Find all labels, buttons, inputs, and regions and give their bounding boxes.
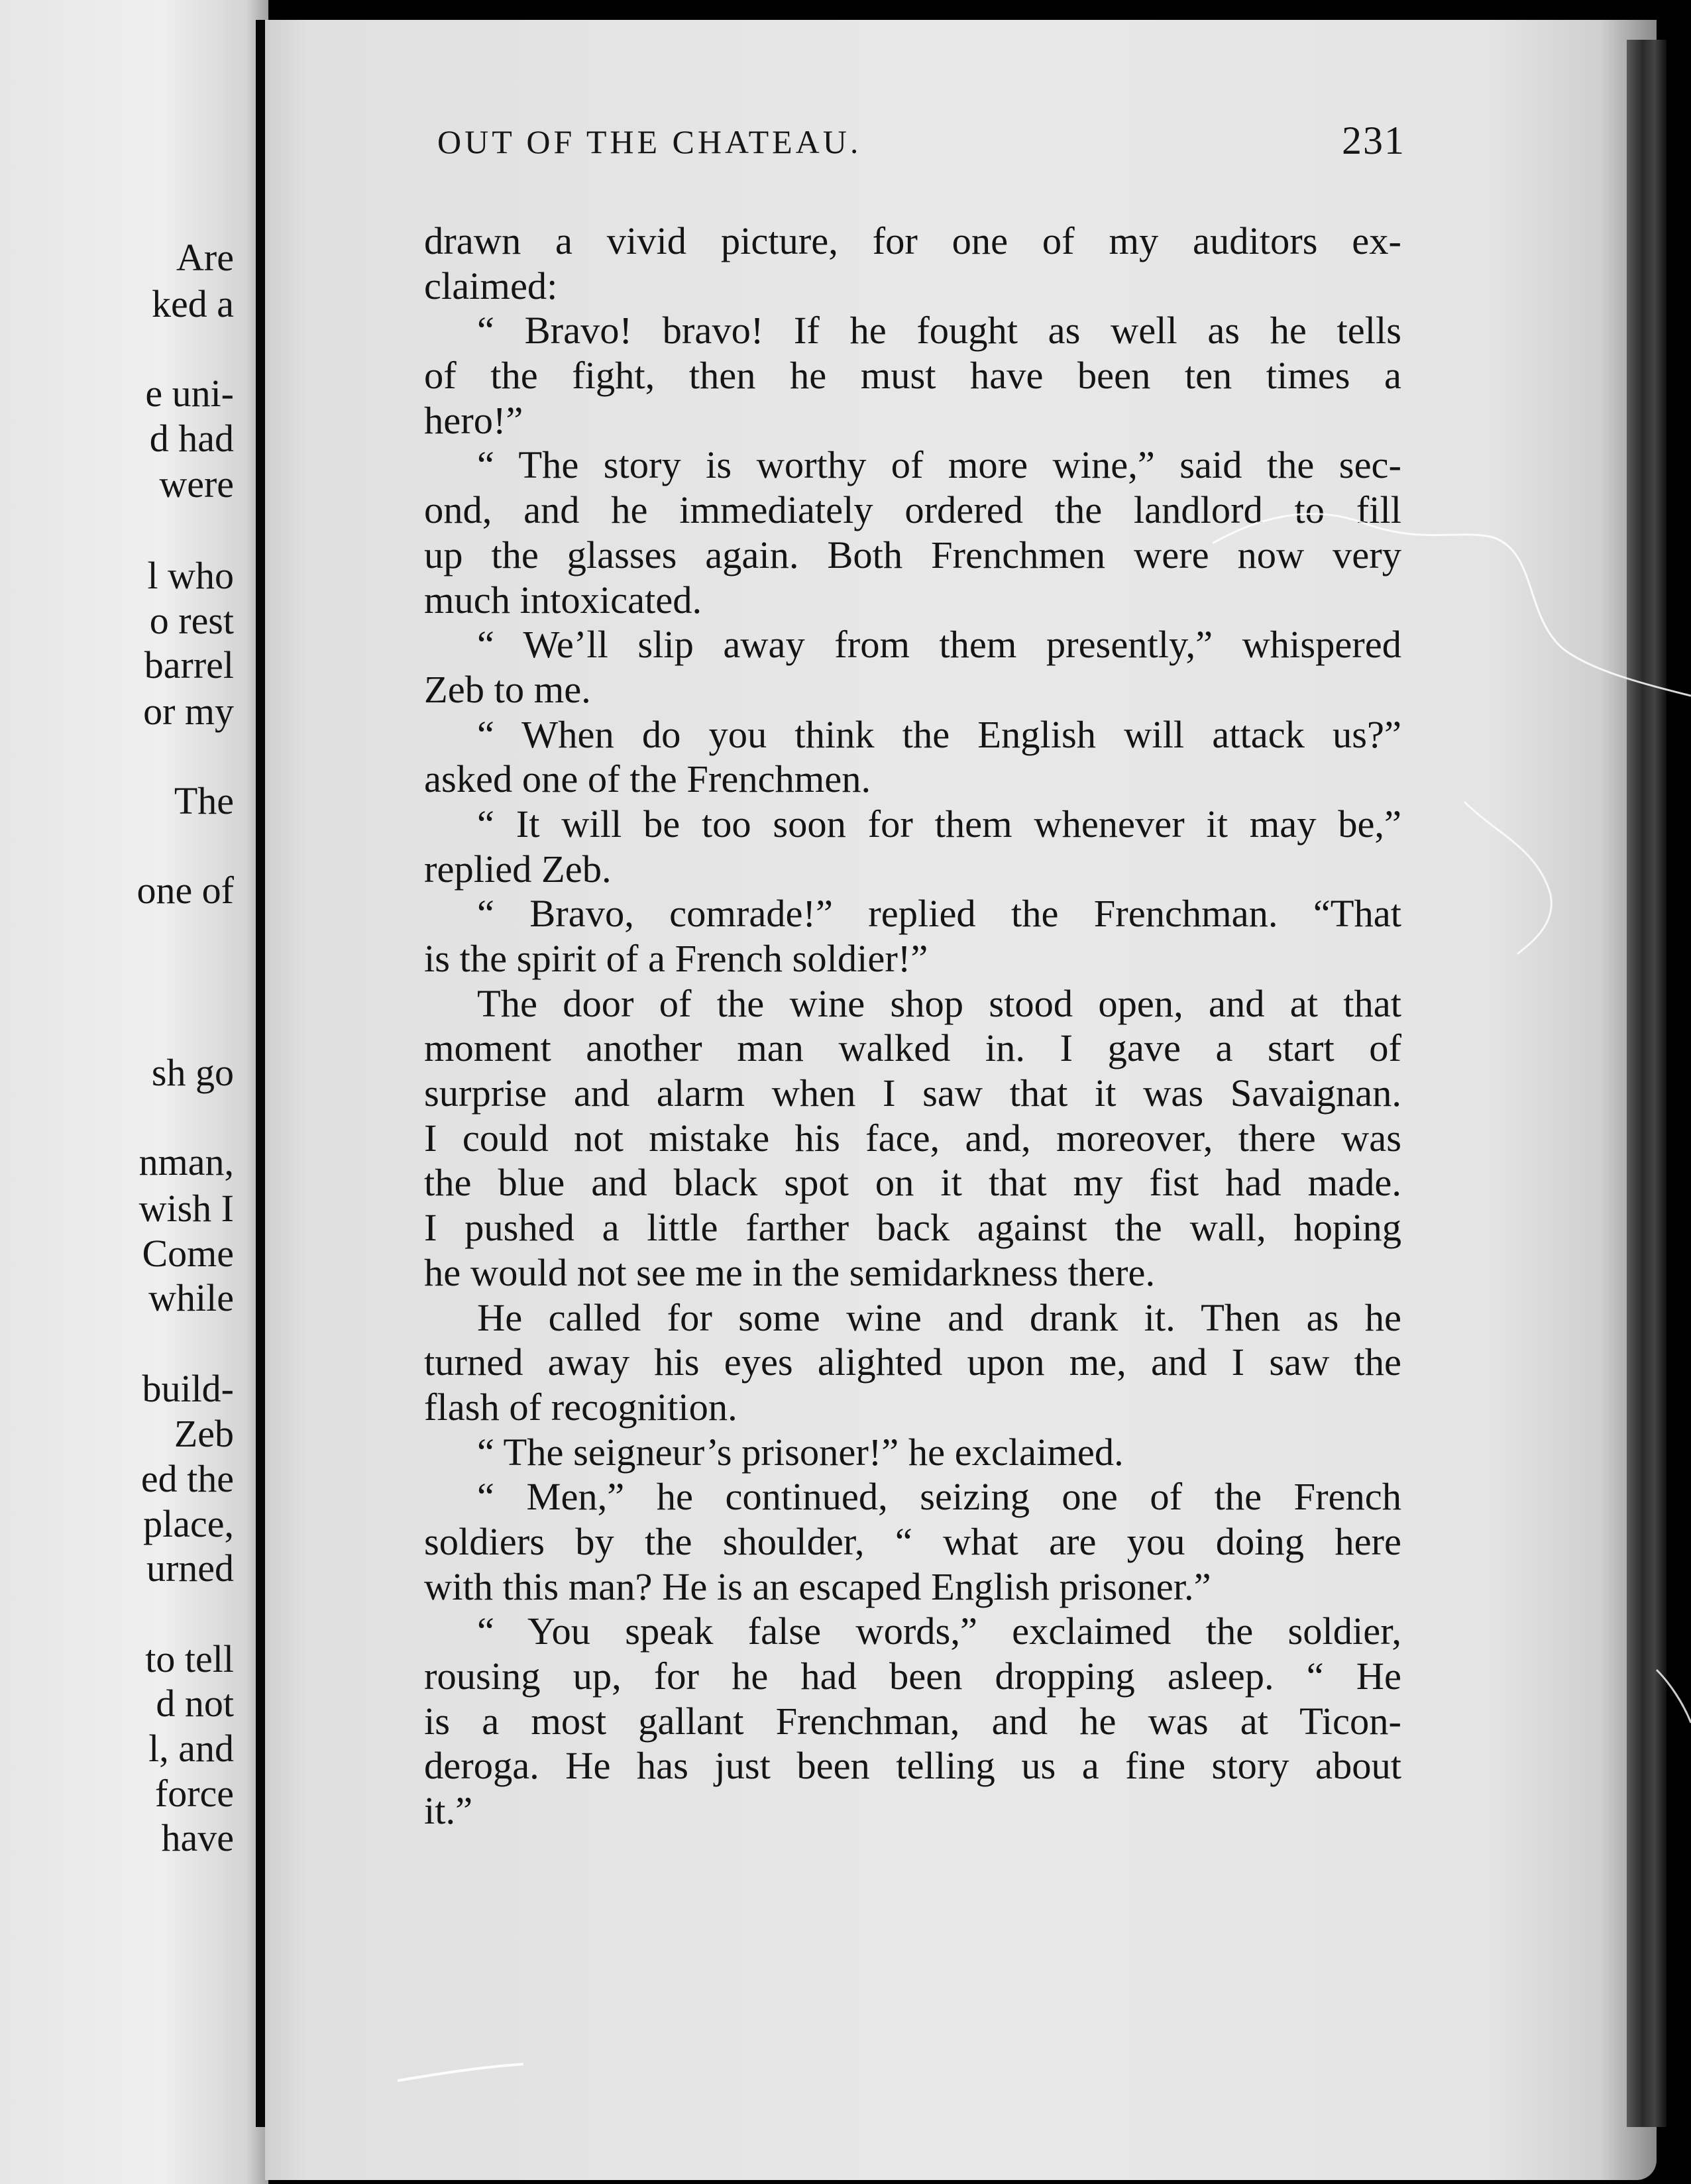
left-page-fragment: d had: [149, 417, 234, 460]
text-line: I could not mistake his face, and, moreover, there was: [424, 1116, 1401, 1160]
text-line: Zeb to me.: [424, 667, 591, 711]
left-page-fragment: to tell: [145, 1637, 234, 1680]
left-page: [0, 0, 268, 2184]
left-page-fragment: Come: [142, 1232, 234, 1275]
page-number: 231: [1342, 119, 1405, 162]
left-page-fragment: urned: [146, 1547, 234, 1590]
left-page-fragment: e uni-: [145, 372, 234, 415]
text-line: I pushed a little farther back against the wall, hoping: [424, 1206, 1401, 1250]
text-line: “ Bravo, comrade!” replied the Frenchman. “That: [477, 892, 1401, 936]
left-page-fragment: while: [148, 1276, 234, 1319]
text-line: asked one of the Frenchmen.: [424, 757, 871, 801]
body-text: [424, 219, 1401, 1833]
left-page-fragment: Are: [176, 236, 234, 279]
left-page-fragment: o rest: [149, 599, 234, 642]
text-line: “ Men,” he continued, seizing one of the French: [477, 1475, 1401, 1519]
text-line: “ The seigneur’s prisoner!” he exclaimed.: [477, 1430, 1124, 1474]
page-edge: [1627, 40, 1666, 2127]
text-line: “ You speak false words,” exclaimed the soldier,: [477, 1610, 1401, 1653]
left-page-fragment: ked a: [152, 282, 234, 325]
text-line: He called for some wine and drank it. Then as he: [477, 1295, 1401, 1339]
text-line: is the spirit of a French soldier!”: [424, 937, 928, 980]
left-page-fragment: nman,: [138, 1140, 234, 1183]
text-line: “ We’ll slip away from them presently,” whispered: [477, 623, 1401, 667]
text-line: claimed:: [424, 264, 558, 307]
left-page-fragment: l, and: [148, 1727, 234, 1770]
text-line: up the glasses again. Both Frenchmen were now very: [424, 533, 1401, 576]
left-page-fragment: wish I: [138, 1187, 234, 1230]
left-page-fragment: have: [161, 1816, 234, 1859]
text-line: soldiers by the shoulder, “ what are you doing here: [424, 1519, 1401, 1563]
text-line: rousing up, for he had been dropping asleep. “ He: [424, 1655, 1401, 1698]
text-line: “ Bravo! bravo! If he fought as well as he tells: [477, 309, 1401, 353]
text-line: of the fight, then he must have been ten times a: [424, 354, 1401, 398]
left-page-fragment: force: [154, 1772, 234, 1815]
text-line: drawn a vivid picture, for one of my auditors ex-: [424, 219, 1401, 262]
text-line: “ The story is worthy of more wine,” said the sec-: [477, 443, 1401, 487]
running-head: OUT OF THE CHATEAU.: [437, 123, 862, 160]
text-line: much intoxicated.: [424, 578, 702, 622]
left-page-fragment: were: [159, 463, 234, 506]
text-line: moment another man walked in. I gave a start of: [424, 1026, 1401, 1070]
text-line: the blue and black spot on it that my fist had made.: [424, 1161, 1401, 1205]
left-page-fragment: Zeb: [174, 1412, 234, 1455]
text-line: ond, and he immediately ordered the landlord to fill: [424, 488, 1401, 532]
text-line: surprise and alarm when I saw that it was Savaignan.: [424, 1071, 1401, 1115]
text-line: “ When do you think the English will attack us?”: [477, 712, 1401, 756]
text-line: turned away his eyes alighted upon me, and I saw the: [424, 1340, 1401, 1384]
text-line: hero!”: [424, 398, 523, 442]
text-line: flash of recognition.: [424, 1385, 737, 1429]
text-line: it.”: [424, 1789, 473, 1833]
text-line: replied Zeb.: [424, 847, 612, 891]
left-page-fragment: sh go: [151, 1051, 234, 1094]
text-line: is a most gallant Frenchman, and he was at Ticon-: [424, 1699, 1401, 1743]
left-page-fragment: place,: [143, 1502, 234, 1545]
text-line: “ It will be too soon for them whenever it may be,”: [477, 802, 1401, 846]
left-page-fragment: The: [174, 779, 234, 822]
left-page-fragment: one of: [136, 869, 234, 912]
left-page-fragment: barrel: [144, 643, 234, 686]
text-line: he would not see me in the semidarkness there.: [424, 1250, 1156, 1294]
text-line: with this man? He is an escaped English prisoner.”: [424, 1564, 1211, 1608]
left-page-fragment: or my: [143, 690, 234, 733]
left-page-fragment: build-: [142, 1367, 234, 1410]
left-page-fragment: d not: [156, 1682, 234, 1725]
left-page-fragment: l who: [147, 554, 234, 597]
text-line: deroga. He has just been telling us a fine story about: [424, 1744, 1401, 1788]
left-page-fragment: ed the: [140, 1457, 234, 1500]
text-line: The door of the wine shop stood open, and at that: [477, 981, 1401, 1025]
